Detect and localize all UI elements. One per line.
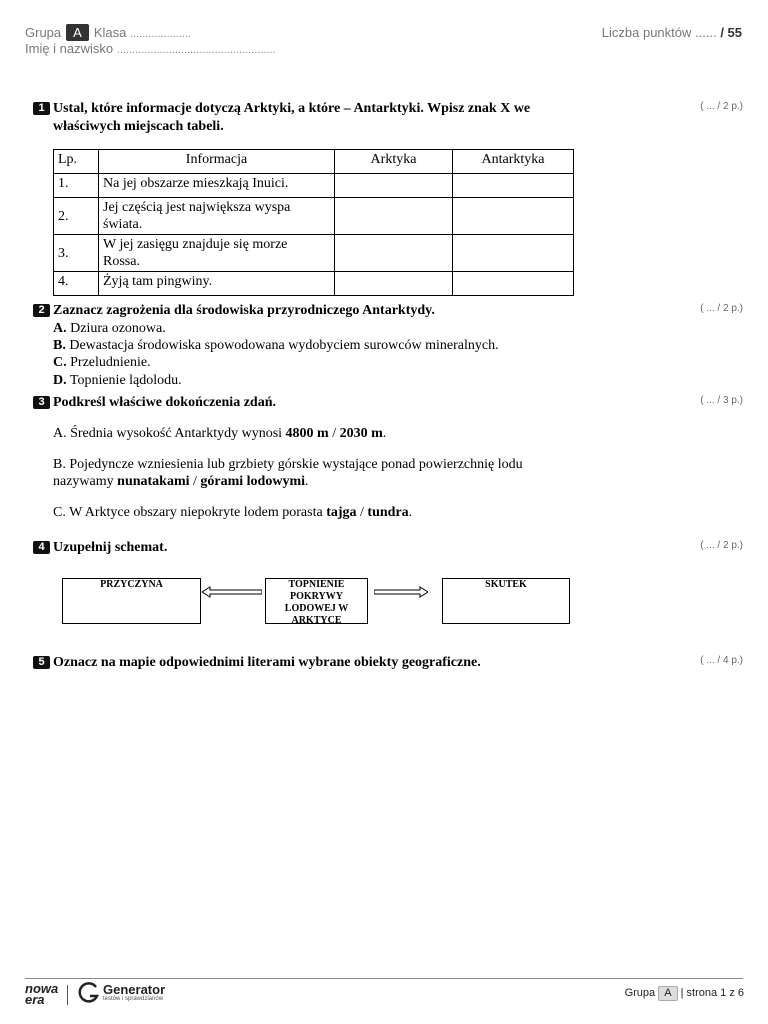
footer-page-info [625, 986, 744, 1001]
option-text: Dziura ozonowa. [70, 321, 166, 336]
arctic-antarctic-table [53, 149, 574, 296]
option-text: Dewastacja środowiska spowodowana wydobyciem surowców mineralnych. [69, 338, 499, 353]
class-label: Klasa [93, 25, 127, 40]
arctic-cell[interactable] [335, 198, 453, 235]
row-info [99, 272, 335, 296]
choice-option[interactable]: 2030 m [339, 426, 383, 441]
footer-divider [25, 978, 743, 979]
table-header-row [54, 150, 574, 174]
table-row [54, 198, 574, 235]
choice-option[interactable]: 4800 m [285, 426, 329, 441]
logo-line: nowa [25, 981, 59, 996]
row-lp: 2. [54, 198, 99, 235]
choice-option[interactable]: tajga [326, 505, 357, 520]
group-label: Grupa [25, 25, 62, 40]
row-lp: 3. [54, 235, 99, 272]
col-antarctic: Antarktyka [453, 150, 574, 174]
row-info [99, 235, 335, 272]
question-1-text [53, 100, 530, 136]
choice-separator: / [189, 474, 201, 489]
sentence-b [53, 456, 523, 490]
sentence-end: . [305, 474, 309, 489]
question-3-points: ( ... / 3 p.) [700, 395, 743, 406]
sentence-a [53, 425, 386, 442]
option-a[interactable] [53, 320, 166, 337]
antarctic-cell[interactable] [453, 198, 574, 235]
sentence-text: B. Pojedyncze wzniesienia lub grzbiety górskie wystające ponad powierzchnię lodu [53, 457, 523, 472]
question-number-3: 3 [33, 396, 50, 409]
choice-separator: / [328, 426, 340, 441]
effect-label: SKUTEK [485, 579, 527, 590]
cause-label: PRZYCZYNA [100, 579, 163, 590]
question-2-text: Zaznacz zagrożenia dla środowiska przyrodniczego Antarktydy. [53, 303, 435, 318]
question-1-line2: właściwych miejscach tabeli. [53, 119, 224, 134]
option-letter: A. [53, 321, 67, 336]
question-number-2: 2 [33, 304, 50, 317]
question-5-points: ( ... / 4 p.) [700, 655, 743, 666]
center-label: TOPNIENIE POKRYWY LODOWEJ W ARKTYCE [284, 579, 349, 626]
sentence-end: . [382, 426, 387, 441]
col-lp: Lp. [54, 150, 99, 174]
points-label: Liczba punktów ...... [601, 25, 717, 40]
question-1-points: ( ... / 2 p.) [700, 101, 743, 112]
antarctic-cell[interactable] [453, 174, 574, 198]
name-label: Imię i nazwisko [25, 41, 114, 56]
name-dots: .................................................... [116, 44, 276, 56]
question-3-text: Podkreśl właściwe dokończenia zdań. [53, 395, 276, 410]
table-row [54, 272, 574, 296]
effect-box[interactable] [442, 578, 570, 624]
question-4-points: ( ... / 2 p.) [700, 540, 743, 551]
option-letter: B. [53, 338, 66, 353]
row-lp: 1. [54, 174, 99, 198]
footer-group-badge: A [658, 986, 677, 1001]
arctic-cell[interactable] [335, 174, 453, 198]
sentence-c [53, 504, 412, 521]
row-info-line: Rossa. [103, 254, 140, 269]
header-name-line [25, 41, 276, 56]
col-arctic: Arktyka [335, 150, 453, 174]
logo-separator [67, 985, 68, 1005]
question-number-1: 1 [33, 102, 50, 115]
arctic-cell[interactable] [335, 235, 453, 272]
antarctic-cell[interactable] [453, 235, 574, 272]
question-2-points: ( ... / 2 p.) [700, 303, 743, 314]
row-lp: 4. [54, 272, 99, 296]
question-number-5: 5 [33, 656, 50, 669]
choice-option[interactable]: tundra [367, 505, 409, 520]
row-info [99, 198, 335, 235]
center-box [265, 578, 368, 624]
table-row [54, 235, 574, 272]
cause-box[interactable] [62, 578, 201, 624]
arctic-cell[interactable] [335, 272, 453, 296]
sentence-text: nazywamy [53, 474, 118, 489]
question-5-text: Oznacz na mapie odpowiednimi literami wybrane obiekty geograficzne. [53, 655, 481, 670]
nowa-era-logo [25, 983, 58, 1005]
generator-logo-icon [78, 982, 100, 1004]
header-group-line [25, 24, 191, 41]
question-1-line1: Ustal, które informacje dotyczą Arktyki, a które – Antarktyki. Wpisz znak X we [53, 101, 531, 116]
option-text: Topnienie lądolodu. [69, 373, 182, 388]
row-info-line: świata. [103, 217, 143, 232]
option-letter: C. [53, 355, 67, 370]
row-info [99, 174, 335, 198]
choice-option[interactable]: nunatakami [117, 474, 190, 489]
antarctic-cell[interactable] [453, 272, 574, 296]
generator-subtitle: testów i sprawdzianów [103, 996, 164, 1002]
points-total: / 55 [720, 25, 742, 40]
row-info-line: Żyją tam pingwiny. [103, 274, 213, 289]
option-letter: D. [53, 373, 67, 388]
generator-title: Generator [103, 982, 166, 997]
row-info-line: W jej zasięgu znajduje się morze [103, 237, 288, 252]
row-info-line: Jej częścią jest największa wyspa [103, 200, 291, 215]
footer-group-label: Grupa [624, 987, 656, 999]
sentence-text: C. W Arktyce obszary niepokryte lodem porasta [53, 505, 327, 520]
footer-page-number: | strona 1 z 6 [680, 987, 744, 999]
arrow-right-icon [374, 586, 428, 598]
group-badge: A [66, 24, 89, 41]
option-d[interactable] [53, 372, 182, 389]
class-dots: .................... [129, 28, 192, 40]
sentence-text: A. Średnia wysokość Antarktydy wynosi [53, 426, 286, 441]
points-header [602, 25, 742, 40]
option-text: Przeludnienie. [70, 355, 151, 370]
row-info-line: Na jej obszarze mieszkają Inuici. [103, 176, 289, 191]
sentence-end: . [408, 505, 413, 520]
logo-line: era [25, 992, 45, 1007]
col-info: Informacja [99, 150, 335, 174]
choice-separator: / [356, 505, 368, 520]
option-c[interactable] [53, 354, 151, 371]
option-b[interactable] [53, 337, 499, 354]
choice-option[interactable]: górami lodowymi [200, 474, 306, 489]
arrow-left-icon [202, 586, 262, 598]
table-row [54, 174, 574, 198]
question-4-text: Uzupełnij schemat. [53, 540, 168, 555]
question-number-4: 4 [33, 541, 50, 554]
